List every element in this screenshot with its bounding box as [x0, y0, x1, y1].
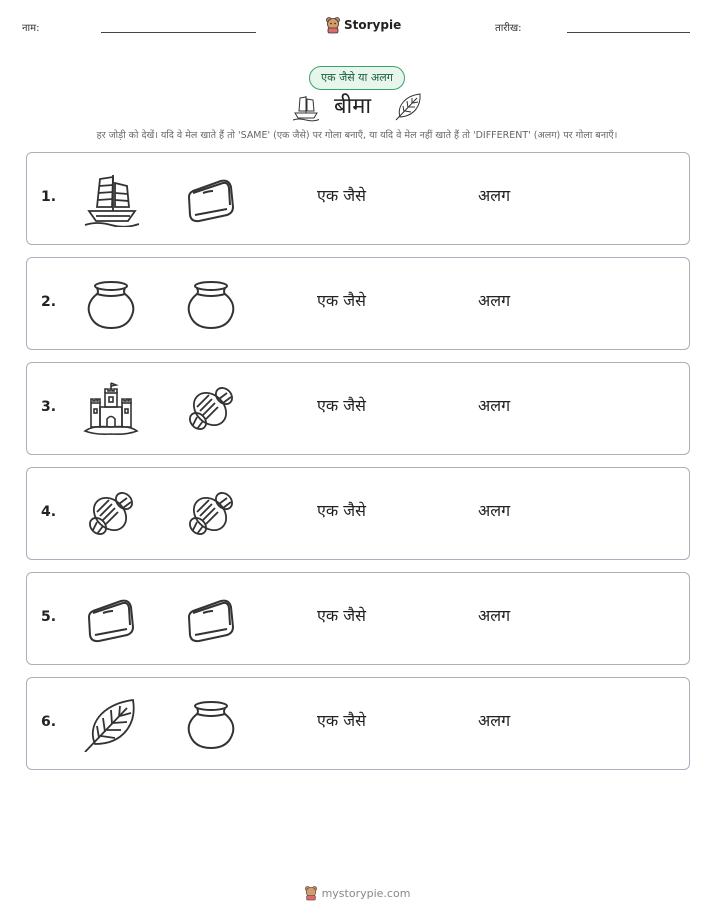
- different-option[interactable]: अलग: [478, 711, 511, 730]
- yarn-icon: [83, 486, 139, 542]
- pot-icon: [183, 696, 239, 752]
- pot-icon: [183, 276, 239, 332]
- leaf-icon: [394, 90, 424, 122]
- different-option[interactable]: अलग: [478, 396, 511, 415]
- sandcastle-icon: [83, 381, 139, 437]
- leaf-icon: [83, 696, 139, 752]
- bear-icon: [325, 16, 341, 34]
- pair-row-3: [26, 362, 690, 455]
- row-number: 3.: [41, 399, 57, 415]
- different-option[interactable]: अलग: [478, 606, 511, 625]
- pair-row-6: [26, 677, 690, 770]
- pair-row-5: [26, 572, 690, 665]
- yarn-icon: [183, 486, 239, 542]
- ship-icon: [291, 92, 321, 122]
- header: [0, 16, 714, 40]
- soap-icon: [183, 591, 239, 647]
- title-row: [0, 90, 714, 124]
- pair-row-2: [26, 257, 690, 350]
- name-label: नाम:: [22, 23, 40, 34]
- different-option[interactable]: अलग: [478, 291, 511, 310]
- row-number: 5.: [41, 609, 57, 625]
- same-option[interactable]: एक जैसे: [317, 396, 366, 415]
- same-option[interactable]: एक जैसे: [317, 501, 366, 520]
- ship-icon: [83, 171, 139, 227]
- row-number: 4.: [41, 504, 57, 520]
- same-option[interactable]: एक जैसे: [317, 291, 366, 310]
- same-option[interactable]: एक जैसे: [317, 711, 366, 730]
- pair-row-4: [26, 467, 690, 560]
- pair-row-1: [26, 152, 690, 245]
- row-number: 6.: [41, 714, 57, 730]
- different-option[interactable]: अलग: [478, 501, 511, 520]
- yarn-icon: [183, 381, 239, 437]
- instructions: हर जोड़ी को देखें। यदि वे मेल खाते हैं तो 'SAME' (एक जैसे) पर गोला बनाएँ, या यदि वे मेल नहीं खाते हैं तो 'DIFFERENT' (अलग) पर गोला बनाएँ।: [96, 130, 618, 141]
- date-line[interactable]: [567, 32, 690, 33]
- different-option[interactable]: अलग: [478, 186, 511, 205]
- row-number: 1.: [41, 189, 57, 205]
- same-option[interactable]: एक जैसे: [317, 606, 366, 625]
- footer-site[interactable]: mystorypie.com: [321, 886, 411, 900]
- name-line[interactable]: [101, 32, 256, 33]
- same-option[interactable]: एक जैसे: [317, 186, 366, 205]
- brand-name: Storypie: [344, 18, 402, 32]
- brand-logo: [325, 16, 401, 34]
- row-number: 2.: [41, 294, 57, 310]
- bear-icon: [304, 885, 318, 901]
- worksheet-tag: एक जैसे या अलग: [309, 66, 405, 90]
- worksheet-title: बीमा: [334, 94, 372, 119]
- soap-icon: [183, 171, 239, 227]
- pot-icon: [83, 276, 139, 332]
- footer: [0, 885, 714, 901]
- date-label: तारीख:: [495, 23, 522, 34]
- soap-icon: [83, 591, 139, 647]
